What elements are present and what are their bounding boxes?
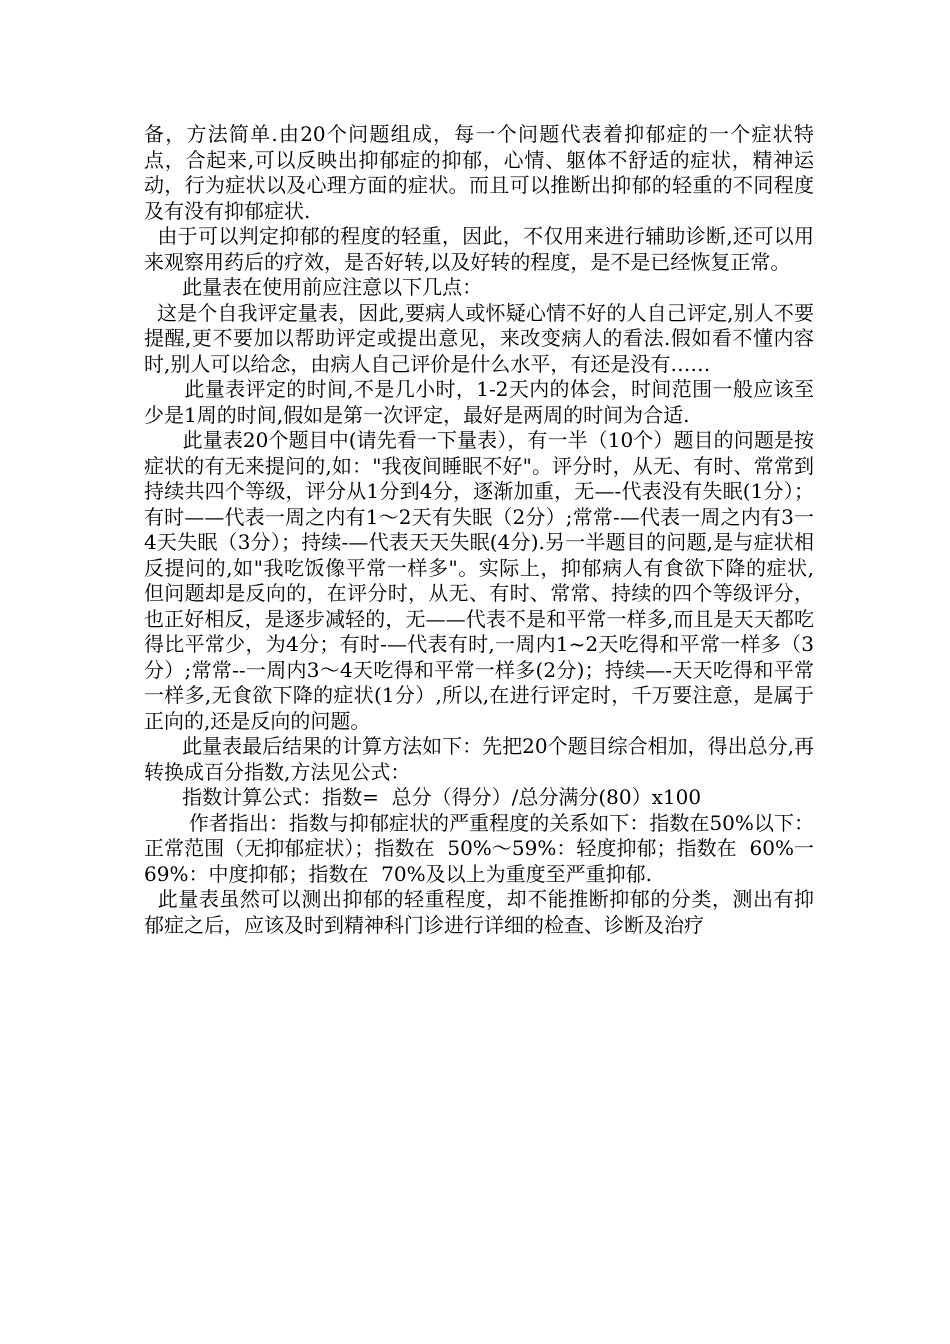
paragraph-calculation: 此量表最后结果的计算方法如下：先把20个题目综合相加，得出总分,再转换成百分指数,方法见公式： [144, 734, 814, 784]
document-body [144, 122, 814, 938]
paragraph-formula: 指数计算公式：指数= 总分（得分）/总分满分(80）x100 [144, 785, 702, 809]
paragraph-intro: 备，方法简单.由20个问题组成，每一个问题代表着抑郁症的一个症状特点，合起来,可以反映出抑郁症的抑郁，心情、躯体不舒适的症状，精神运动，行为症状以及心理方面的症状。而且可以推断出抑郁的轻重的不同程度及有没有抑郁症状. [144, 122, 814, 223]
paragraph-notes-heading: 此量表在使用前应注意以下几点： [144, 275, 483, 299]
paragraph-index-levels: 作者指出：指数与抑郁症状的严重程度的关系如下：指数在50%以下：正常范围（无抑郁症状）；指数在 50%～59%：轻度抑郁；指数在 60%一69%：中度抑郁；指数在 70%及以上为重度至严重抑郁. [144, 810, 814, 886]
paragraph-severity: 由于可以判定抑郁的程度的轻重，因此，不仅用来进行辅助诊断,还可以用来观察用药后的疗效，是否好转,以及好转的程度，是不是已经恢复正常。 [144, 224, 814, 274]
paragraph-scoring: 此量表20个题目中(请先看一下量表），有一半（10个）题目的问题是按症状的有无来提问的,如："我夜间睡眠不好"。评分时，从无、有时、常常到持续共四个等级，评分从1分到4分，逐渐加重，无—-代表没有失眠(1分）；有时——代表一周之内有1～2天有失眠（2分）;常常-—代表一周之内有3一4天失眠（3分）；持续-—代表天天失眠(4分).另一半题目的问题,是与症状相反提问的,如"我吃饭像平常一样多"。实际上，抑郁病人有食欲下降的症状,但问题却是反向的，在评分时，从无、有时、常常、持续的四个等级评分，也正好相反，是逐步减轻的，无——代表不是和平常一样多,而且是天天都吃得比平常少，为4分；有时-—代表有时,一周内1~2天吃得和平常一样多（3分）;常常--一周内3～4天吃得和平常一样多(2分)；持续—-天天吃得和平常一样多,无食欲下降的症状(1分）,所以,在进行评定时，千万要注意，是属于正向的,还是反向的问题。 [144, 428, 814, 733]
paragraph-conclusion: 此量表虽然可以测出抑郁的轻重程度，却不能推断抑郁的分类，测出有抑郁症之后，应该及时到精神科门诊进行详细的检查、诊断及治疗 [144, 887, 814, 937]
paragraph-self-rating: 这是个自我评定量表，因此,要病人或怀疑心情不好的人自己评定,别人不要提醒,更不要加以帮助评定或提出意见，来改变病人的看法.假如看不懂内容时,别人可以给念，由病人自己评价是什么水平，有还是没有…… [144, 300, 815, 376]
paragraph-time-range: 此量表评定的时间,不是几小时，1-2天内的体会，时间范围一般应该至少是1周的时间,假如是第一次评定，最好是两周的时间为合适. [144, 377, 814, 427]
